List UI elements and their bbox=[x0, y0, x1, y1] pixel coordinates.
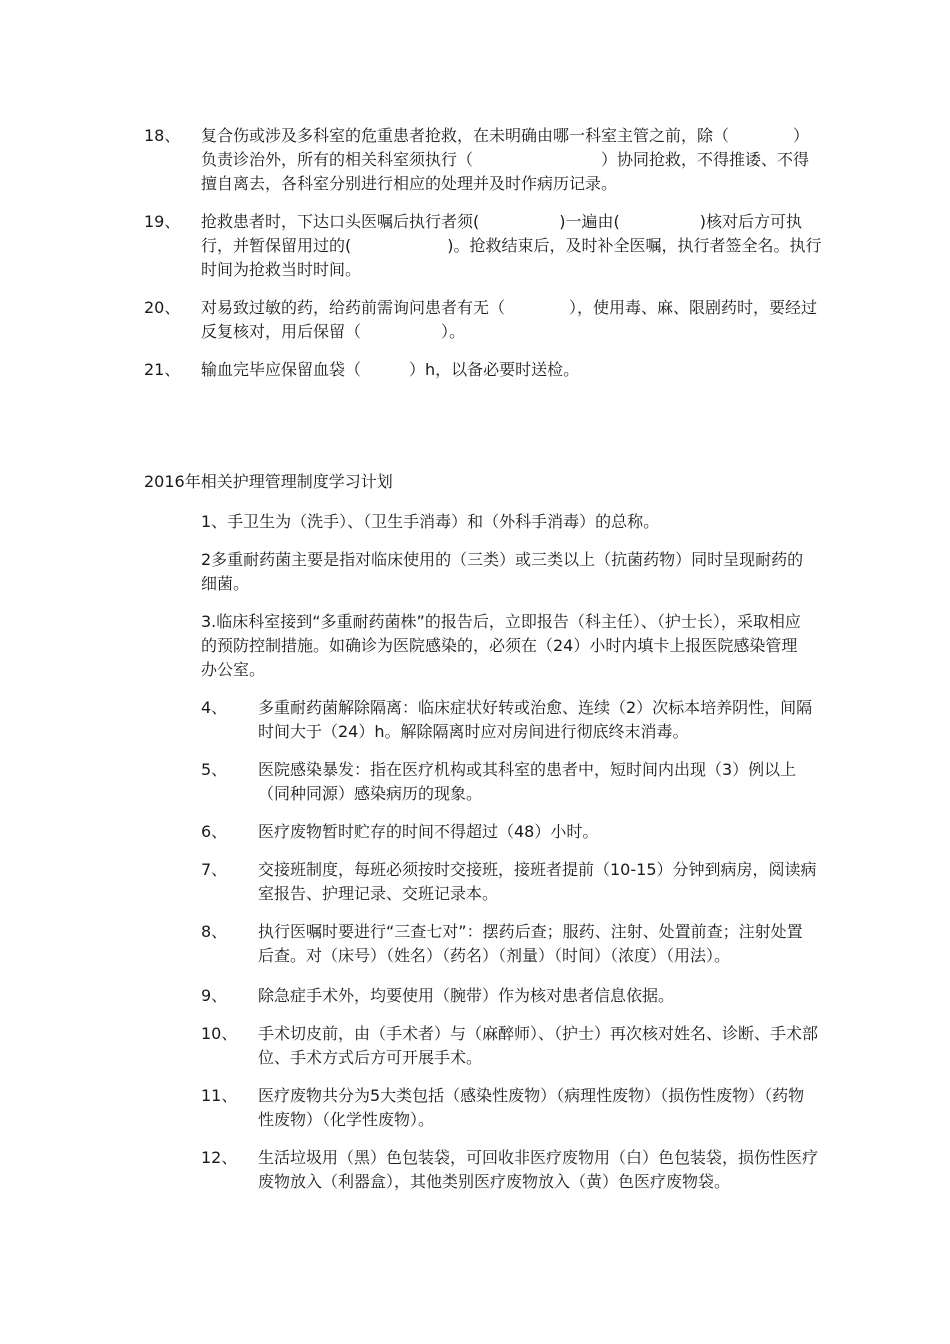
item-text: 医疗废物共分为5大类包括（感染性废物）（病理性废物）（损伤性废物）（药物性废物）（化学性废物）。 bbox=[258, 1086, 805, 1129]
item-number: 12、 bbox=[201, 1148, 238, 1167]
item-number: 18、 bbox=[144, 126, 181, 145]
item-text: 除急症手术外，均要使用（腕带）作为核对患者信息依据。 bbox=[258, 986, 675, 1005]
item-text: 医院感染暴发：指在医疗机构或其科室的患者中，短时间内出现（3）例以上（同种同源）感染病历的现象。 bbox=[258, 760, 797, 803]
list-item-8 bbox=[201, 920, 821, 968]
item-number: 19、 bbox=[144, 212, 181, 231]
list-item-9 bbox=[201, 984, 821, 1008]
intro-paragraph-3: 3.临床科室接到“多重耐药菌株”的报告后，立即报告（科主任）、（护士长），采取相应的预防控制措施。如确诊为医院感染的，必须在（24）小时内填卡上报医院感染管理办公室。 bbox=[201, 612, 801, 679]
list-item-11 bbox=[201, 1084, 821, 1132]
intro-paragraph-1: 1、手卫生为（洗手）、（卫生手消毒）和（外科手消毒）的总称。 bbox=[201, 512, 660, 531]
list-item-12 bbox=[201, 1146, 821, 1194]
list-item-7 bbox=[201, 858, 821, 906]
item-text: 生活垃圾用（黑）色包装袋，可回收非医疗废物用（白）色包装袋，损伤性医疗废物放入（利器盒），其他类别医疗废物放入（黄）色医疗废物袋。 bbox=[258, 1148, 819, 1191]
intro-paragraph-2: 2多重耐药菌主要是指对临床使用的（三类）或三类以上（抗菌药物）同时呈现耐药的细菌。 bbox=[201, 550, 804, 593]
question-item-18 bbox=[144, 124, 824, 196]
item-text: 复合伤或涉及多科室的危重患者抢救，在未明确由哪一科室主管之前，除（ ）负责诊治外，所有的相关科室须执行（ ）协同抢救，不得推诿、不得擅自离去，各科室分别进行相应的处理并及时作病历记录。 bbox=[201, 126, 810, 193]
item-number: 11、 bbox=[201, 1086, 238, 1105]
list-item-5 bbox=[201, 758, 821, 806]
question-item-20 bbox=[144, 296, 824, 344]
item-text: 交接班制度，每班必须按时交接班，接班者提前（10-15）分钟到病房，阅读病室报告、护理记录、交班记录本。 bbox=[258, 860, 817, 903]
item-number: 10、 bbox=[201, 1024, 238, 1043]
list-item-4 bbox=[201, 696, 821, 744]
item-text: 对易致过敏的药，给药前需询问患者有无（ ），使用毒、麻、限剧药时，要经过反复核对，用后保留（ ）。 bbox=[201, 298, 818, 341]
item-number: 21、 bbox=[144, 360, 181, 379]
item-text: 执行医嘱时要进行“三查七对”：摆药后查；服药、注射、处置前查；注射处置后查。对（床号）（姓名）（药名）（剂量）（时间）（浓度）（用法）。 bbox=[258, 922, 803, 965]
list-item-10 bbox=[201, 1022, 821, 1070]
section-title: 2016年相关护理管理制度学习计划 bbox=[144, 472, 393, 491]
item-number: 20、 bbox=[144, 298, 181, 317]
item-text: 医疗废物暂时贮存的时间不得超过（48）小时。 bbox=[258, 822, 599, 841]
item-number: 5、 bbox=[201, 760, 228, 779]
list-item-6 bbox=[201, 820, 821, 844]
question-item-19 bbox=[144, 210, 824, 282]
item-number: 4、 bbox=[201, 698, 228, 717]
question-item-21 bbox=[144, 358, 824, 382]
item-number: 8、 bbox=[201, 922, 228, 941]
item-number: 7、 bbox=[201, 860, 228, 879]
item-number: 6、 bbox=[201, 822, 228, 841]
item-number: 9、 bbox=[201, 986, 228, 1005]
item-text: 输血完毕应保留血袋（ ）h，以备必要时送检。 bbox=[201, 360, 580, 379]
item-text: 抢救患者时，下达口头医嘱后执行者须( )一遍由( )核对后方可执行，并暂保留用过的( )。抢救结束后，及时补全医嘱，执行者签全名。执行时间为抢救当时时间。 bbox=[201, 212, 822, 279]
item-text: 手术切皮前，由（手术者）与（麻醉师）、（护士）再次核对姓名、诊断、手术部位、手术方式后方可开展手术。 bbox=[258, 1024, 819, 1067]
item-text: 多重耐药菌解除隔离：临床症状好转或治愈、连续（2）次标本培养阴性，间隔时间大于（24）h。解除隔离时应对房间进行彻底终末消毒。 bbox=[258, 698, 813, 741]
